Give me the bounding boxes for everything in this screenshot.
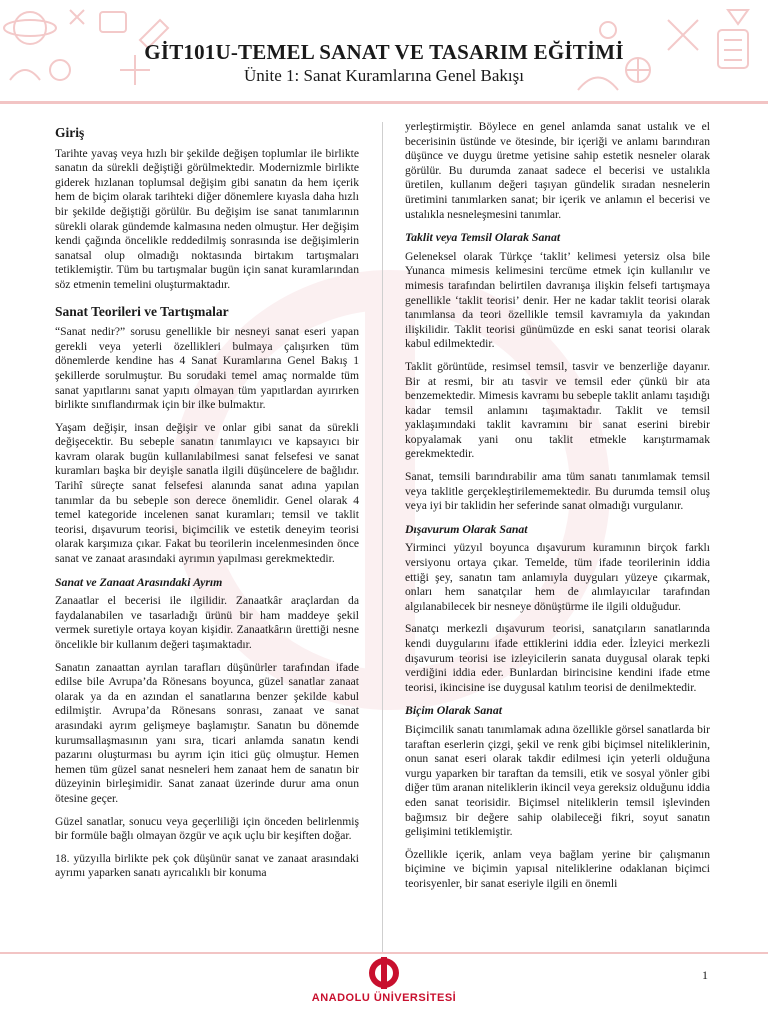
paragraph: Sanatın zanaattan ayrılan tarafları düşünürler tarafından ifade edilse bile Avrupa’da Rönesans boyunca, güzel sanatlar zanaat olarak ya da en azından el sanatlarına benzer şekilde kabul edilmiştir. Avrupa’da Rönesans sonrası, zanaat ve sanat arasındaki ayrım gelişmeye başlamıştır. Sanatın bu dönemde kurumsallaşmasının yanı sıra, ticari anlamda sanatın kendi pazarını oluşturması bu ayrım için itici güç olmuştur. Hemen hemen tüm güzel sanat nesneleri hem zanaat hem de sanatın bir düzeyinin birleşimidir. Sanat zanaat üzerinde durur ama onun ötesine geçer. bbox=[55, 660, 359, 805]
page-number: 1 bbox=[702, 968, 708, 982]
paragraph: Güzel sanatlar, sonucu veya geçerliliği için önceden belirlenmiş bir formüle bağlı olmayan özgür ve açık uçlu bir keşiften doğar. bbox=[55, 814, 359, 843]
column-divider bbox=[382, 122, 383, 952]
heading-bicim: Biçim Olarak Sanat bbox=[405, 703, 503, 718]
paragraph: Biçimcilik sanatı tanımlamak adına özellikle görsel sanatlarda bir taraftan eserlerin çizgi, şekil ve renk gibi biçimsel niteliklerinin, onun sanat eseri olarak takdir edilmesi için yeterli olduğuna vurgu yaparken bir taraftan da temsili, etik ve sosyal yönler gibi diğer tüm aranan niteliklerin ikincil veya gereksiz olduğunu iddia eden sanat teorisidir. Biçimsel niteliklerin temsil işlevinden bağımsız bir değere sahip olabileceği fikri, soyut sanatın gelişimini tetiklemiştir. bbox=[405, 722, 710, 839]
right-column bbox=[405, 120, 710, 900]
paragraph: Tarihte yavaş veya hızlı bir şekilde değişen toplumlar ile birlikte sanatın da sürekli değiştiği görülmektedir. Modernizmle birlikte giderek hızlanan toplumsal değişim gibi sanatın da hem içerik hem de biçim olarak tarihteki diğer dönemlere kıyasla daha hızlı bir şekilde değiştiği görülür. Bu değişim ise sanat tanımlarının sürekli olarak gündemde kalmasına neden olmuştur. Her değişim kendi çağında öncelikle reddedilmiş sonrasında ise değişimlerin sanatsal olup olmadığı noktasında birtakım tartışmaları tetiklemiştir. Tüm bu tartışmalar bugün için sanat kuramlarından söz etmenin temelini oluşturmaktadır. bbox=[55, 146, 359, 291]
paragraph: Yirminci yüzyıl boyunca dışavurum kuramının birçok farklı versiyonu ortaya çıkar. Temelde, tüm ifade teorilerinin iddia ettiği şey, sanatın tam anlamıyla duyguları yüzeye çıkarmak, onları hem sanatçılar hem de alımlayıcılar tarafından algılanabilecek bir nesneye dönüştürme ile ilgili olduğudur. bbox=[405, 541, 710, 613]
heading-sanat-teorileri: Sanat Teorileri ve Tartışmalar bbox=[55, 303, 229, 319]
paragraph: “Sanat nedir?” sorusu genellikle bir nesneyi sanat eseri yapan gerekli veya yeterli özellikleri bulmaya çalışırken tüm dönemlerde kendine has 4 Sanat Kuramlarına Genel Bakış 1 şekillerde sorulmuştur. Bu sorudaki temel amaç normalde tüm sanat yapıtlarını sanat yapıtı olmayan tüm yapıtlardan ayırırken birlikte sınıflandırmak için bir ilke bulmaktır. bbox=[55, 325, 359, 412]
paragraph: Yaşam değişir, insan değişir ve onlar gibi sanat da sürekli değişecektir. Bu sebeple sanatın tanımlayıcı ve kapsayıcı bir kavram olarak bugün kullanılabilmesi sanat felsefesi ve sanat kuramları başka bir deyişle sanatla ilgili düşüncelere de bağlıdır. Tarihî süreçte sanat felsefesi alanında sanat adına yapılan tanımlar da bu sebeple son derece önemlidir. Genel olarak 4 temel kategoride incelenen sanat kuramları; temsil ve taklit teorisi, dışavurum teorisi, biçimcilik ve estetik deneyim teorisi olarak karşımıza çıkar. Fakat bu teorilerin incelenmesinden önce sanat ve zanaat arasındaki ayrımın yapılması gerekmektedir. bbox=[55, 420, 359, 566]
heading-disavurum: Dışavurum Olarak Sanat bbox=[405, 521, 528, 536]
header-divider bbox=[0, 101, 768, 104]
paragraph: 18. yüzyılla birlikte pek çok düşünür sanat ve zanaat arasındaki ayrımı yaparken sanatı ayrıcalıklı bir konuma bbox=[55, 851, 359, 880]
paragraph: Özellikle içerik, anlam veya bağlam yerine bir çalışmanın biçimine ve biçimin yapısal niteliklerine odaklanan biçimci teorisyenler, bir sanat eseriyle ilgili en önemli bbox=[405, 847, 710, 890]
paragraph: yerleştirmiştir. Böylece en genel anlamda sanat ustalık ve el becerisinin üstünde ve ötesinde, bir içeriği ve anlamı barındıran düşünce ve duygu üretme yetisine sahip estetik nesneler olarak görülür. Bu durumda zanaat sadece el becerisi ve ustalıkla üretilen, kullanım değeri taşıyan gündelik sıradan nesnelerin üretimini tanımlarken sanat; bir içerik ve anlamın el becerisi ve ustalıkla nesneleşmesini tanımlar. bbox=[405, 120, 710, 221]
university-logo-icon bbox=[0, 955, 768, 996]
document-subtitle: Ünite 1: Sanat Kuramlarına Genel Bakışı bbox=[244, 66, 524, 85]
left-column bbox=[55, 126, 359, 889]
footer-divider bbox=[0, 952, 768, 954]
paragraph: Taklit görüntüde, resimsel temsil, tasvir ve benzerliğe dayanır. Bir at resmi, bir atı tasvir ve temsil eder çünkü bir ata benzemektedir. Mimesis kavramı bu sebeple taklit anlamı taşıdığı kadar temsil anlamını taşımaktadır. Taklit ve temsil yaklaşımındaki taklit kavramını bir sanat eserini birebir kopyalamak yani onu taklit etmekle karıştırmamak gerekmektedir. bbox=[405, 359, 710, 461]
paragraph: Zanaatlar el becerisi ile ilgilidir. Zanaatkâr araçlardan da faydalanabilen ve tasarladığı ürünü bir ham maddeye şekil vermek suretiyle ortaya koyan kişidir. Zanaatkârın ürettiği nesne öncelikle bir kullanım değeri taşımaktadır. bbox=[55, 594, 359, 651]
heading-giris: Giriş bbox=[55, 125, 85, 140]
heading-sanat-zanaat: Sanat ve Zanaat Arasındaki Ayrım bbox=[55, 574, 223, 589]
university-name: ANADOLU ÜNİVERSİTESİ bbox=[311, 992, 457, 1004]
paragraph: Sanatçı merkezli dışavurum teorisi, sanatçıların sanatlarında kendi duygularını ifade ettiklerini iddia eder. İzleyici merkezli dışavurum teorisi ise izleyicilerin sanata duygusal olarak tepki verdiğini iddia eder. Bunlardan birincisine kendini ifade etme teorisi, ikincisine ise duygusal katılım teorisi de denilmektedir. bbox=[405, 622, 710, 694]
paragraph: Sanat, temsili barındırabilir ama tüm sanatı tanımlamak temsil veya taklitle gerçekleştirilememektedir. Bu durumda temsil oluş veya iyi bir taklidin her seferinde sanat olmadığı vurgulanır. bbox=[405, 470, 710, 513]
document-title: GİT101U-TEMEL SANAT VE TASARIM EĞİTİMİ bbox=[144, 40, 624, 64]
heading-taklit: Taklit veya Temsil Olarak Sanat bbox=[405, 230, 561, 245]
paragraph: Geleneksel olarak Türkçe ‘taklit’ kelimesi yetersiz olsa bile Yunanca mimesis kelimesini tercüme etmek için kullanılır ve mimesis tarafından belirtilen davranışa ilişkin felsefi tartışmaya genellikle ‘taklit teorisi’ denir. Her ne kadar taklit teorisi olarak tanımlansa da teori özellikle temsil kavramıyla da yakından ilişkilidir. Taklit teorisi günümüzde en eski sanat teorisi olarak kabul edilmektedir. bbox=[405, 249, 710, 351]
page-header bbox=[0, 0, 768, 102]
